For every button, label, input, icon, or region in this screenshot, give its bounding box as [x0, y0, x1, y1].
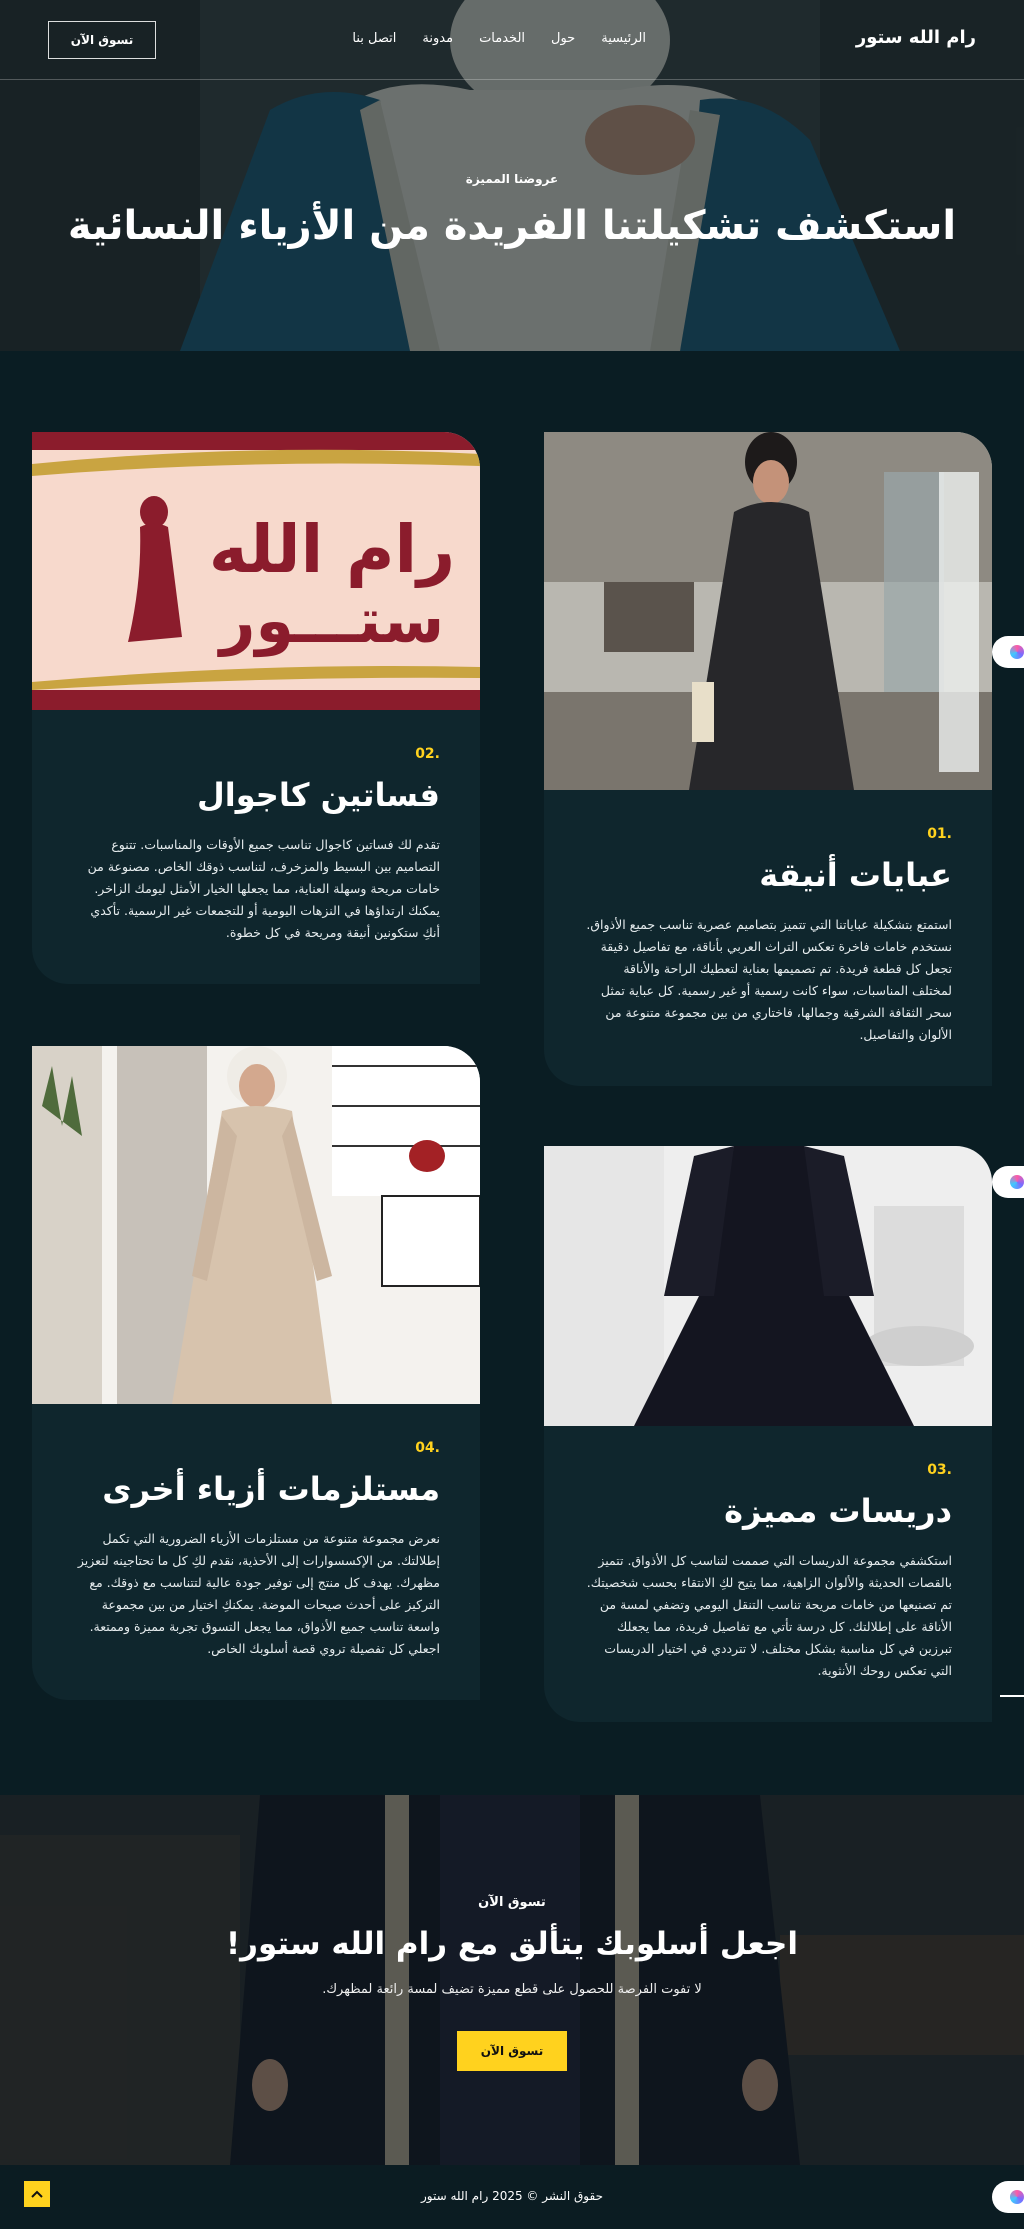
site-logo[interactable]: رام الله ستور	[855, 27, 976, 48]
nav-contact[interactable]: اتصل بنا	[352, 31, 397, 46]
accessories-product-image	[32, 1046, 480, 1404]
assistant-bubble-icon[interactable]	[992, 1166, 1024, 1198]
abaya-product-image	[544, 432, 992, 790]
nav-home[interactable]: الرئيسية	[601, 31, 646, 46]
card-body	[32, 1404, 480, 1700]
card-body	[544, 1426, 992, 1722]
card-description: نعرض مجموعة متنوعة من مستلزمات الأزياء الضرورية التي تكمل إطلالتك. من الإكسسوارات إلى الأحذية، نقدم لكِ كل ما تحتاجينه لتعزيز مظهرك. يهدف كل منتج إلى توفير جودة عالية لتتناسب مع ذوقك. مع التركيز على أحدث صيحات الموضة. يمكنكِ اختيار من بين مجموعة واسعة تناسب جميع الأذواق، مما يجعل التسوق تجربة مميزة وممتعة. اجعلي كل تفصيلة تروي قصة أسلوبك الخاص.	[77, 1531, 440, 1656]
offer-card-accessories	[32, 1046, 480, 1700]
card-number: 01.	[927, 826, 952, 842]
card-title: عبايات أنيقة	[759, 856, 952, 894]
card-number: 02.	[415, 746, 440, 762]
offer-card-special-dresses	[544, 1146, 992, 1722]
offer-card-casual-dresses	[32, 432, 480, 984]
side-divider	[1000, 1695, 1024, 1697]
brand-logo-line2: ستـــور	[219, 584, 445, 657]
card-body	[32, 710, 480, 984]
scroll-to-top-button[interactable]	[24, 2181, 50, 2207]
brand-logo-image	[32, 432, 480, 710]
card-title: مستلزمات أزياء أخرى	[102, 1470, 440, 1508]
dress-product-image	[544, 1146, 992, 1426]
card-description: تقدم لك فساتين كاجوال تناسب جميع الأوقات والمناسبات. تتنوع التصاميم بين البسيط والمزخرف، لتناسب ذوقك الخاص. مصنوعة من خامات مريحة وسهلة العناية، مما يجعلها الخيار الأمثل ليومك الزاخر. يمكنك ارتداؤها في النزهات اليومية أو للتجمعات غير الرسمية. تأكدي أنكِ ستكونين أنيقة ومريحة في كل خطوة.	[87, 837, 440, 940]
copyright-text: حقوق النشر © 2025 رام الله ستور	[420, 2189, 603, 2203]
nav-blog[interactable]: مدونة	[422, 31, 454, 46]
site-header	[0, 0, 1024, 80]
card-number: 04.	[415, 1440, 440, 1456]
chevron-up-icon	[31, 2190, 43, 2198]
hero-section	[0, 0, 1024, 351]
site-footer	[0, 2165, 1024, 2229]
card-number: 03.	[927, 1462, 952, 1478]
card-description: استكشفي مجموعة الدريسات التي صممت لتناسب كل الأذواق. تتميز بالقصات الحديثة والألوان الزاهية، مما يتيح لكِ الانتقاء بحسب شخصيتك. تم تصنيعها من خامات مريحة تناسب التنقل اليومي وتضفي لمسة من الأناقة على إطلالتك. كل درسة تأتي مع تفاصيل فريدة، مما يجعلك تبرزين في كل مناسبة بشكل مختلف. لا تترددي في اختيار الدريسات التي تعكس روحك الأنثوية.	[586, 1553, 952, 1678]
cta-subtitle: تسوق الآن	[478, 1895, 546, 1910]
card-body	[544, 790, 992, 1086]
nav-services[interactable]: الخدمات	[479, 31, 526, 46]
header-shop-now-button[interactable]: تسوق الآن	[48, 21, 156, 59]
hero-subtitle: عروضنا المميزة	[465, 172, 559, 186]
cta-overlay	[0, 1795, 1024, 2165]
assistant-bubble-icon[interactable]	[992, 2181, 1024, 2213]
cta-title: اجعل أسلوبك يتألق مع رام الله ستور!	[226, 1926, 798, 1962]
nav-about[interactable]: حول	[551, 31, 576, 46]
cta-section	[0, 1795, 1024, 2165]
cta-description: لا تفوت الفرصة للحصول على قطع مميزة تضيف لمسة رائعة لمظهرك.	[322, 1982, 702, 1997]
cta-shop-now-button[interactable]: تسوق الآن	[457, 2031, 567, 2071]
card-title: دريسات مميزة	[724, 1492, 952, 1530]
main-nav	[352, 31, 646, 46]
brand-logo-line1: رام الله	[208, 511, 456, 588]
offer-card-abayas	[544, 432, 992, 1086]
card-title: فساتين كاجوال	[196, 776, 440, 814]
assistant-bubble-icon[interactable]	[992, 636, 1024, 668]
card-description: استمتع بتشكيلة عباياتنا التي تتميز بتصاميم عصرية تناسب جميع الأذواق. نستخدم خامات فاخرة تعكس التراث العربي بأناقة، مع تفاصيل دقيقة تجعل كل قطعة فريدة. تم تصميمها بعناية لتعطيك الراحة والأناقة لمختلف المناسبات، سواء كانت رسمية أو غير رسمية. كل عباية تمثل سحر الثقافة الشرقية وجمالها، فاختاري من بين مجموعة متنوعة من الألوان والتفاصيل.	[586, 917, 952, 1042]
hero-title: استكشف تشكيلتنا الفريدة من الأزياء النسائية	[67, 203, 957, 249]
